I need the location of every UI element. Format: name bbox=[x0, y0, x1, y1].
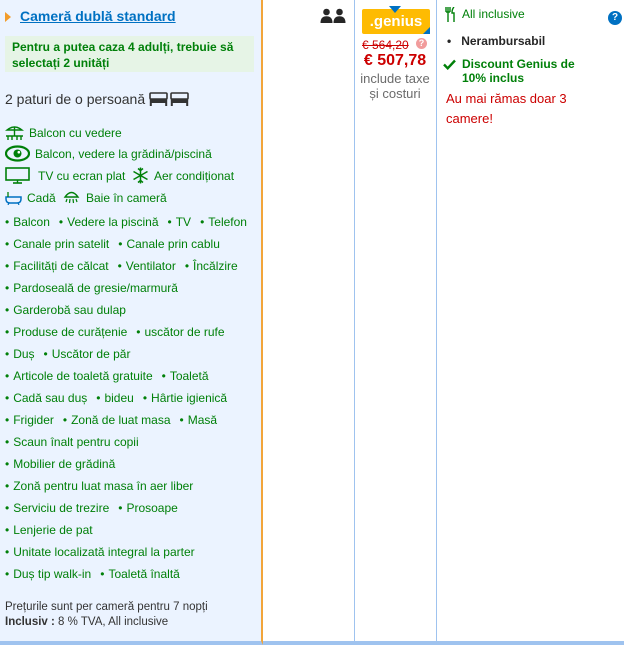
help-icon[interactable]: ? bbox=[608, 11, 622, 25]
amenity-item: • Mobilier de grădină bbox=[5, 457, 116, 471]
amenity-item: • Unitate localizată integral la parter bbox=[5, 545, 195, 559]
genius-label: .genius bbox=[369, 13, 423, 30]
amenity-item: • Produse de curățenie bbox=[5, 325, 128, 339]
facility-label: Balcon cu vedere bbox=[29, 125, 122, 140]
amenity-item: • Frigider bbox=[5, 413, 54, 427]
facility-label: Aer condiționat bbox=[154, 168, 235, 183]
amenity-item: • Duș bbox=[5, 347, 35, 361]
badge-pointer-icon bbox=[389, 6, 401, 13]
amenity-item: • Scaun înalt pentru copii bbox=[5, 435, 139, 449]
occupancy-cell bbox=[263, 0, 355, 645]
room-name-link[interactable]: Cameră dublă standard bbox=[20, 8, 176, 24]
amenity-item: • Vedere la piscină bbox=[58, 215, 159, 229]
inclusive-label: Inclusiv : bbox=[5, 616, 55, 628]
non-refundable-label: Nerambursabil bbox=[461, 34, 546, 48]
conditions-cell bbox=[437, 0, 624, 645]
amenity-line bbox=[5, 523, 102, 537]
amenity-line bbox=[5, 501, 187, 515]
genius-discount-condition bbox=[443, 57, 593, 85]
genius-badge bbox=[362, 9, 430, 34]
amenity-item: • uscător de rufe bbox=[136, 325, 225, 339]
amenity-item: • Toaletă bbox=[161, 369, 209, 383]
inclusive-value: 8 % TVA, All inclusive bbox=[54, 616, 169, 628]
bathtub-icon bbox=[5, 190, 22, 205]
room-title[interactable] bbox=[5, 8, 176, 24]
room-type-cell bbox=[0, 0, 263, 645]
badge-corner-icon bbox=[423, 27, 430, 34]
discount-label: Discount Genius de 10% inclus bbox=[462, 57, 575, 85]
balcony-icon bbox=[5, 124, 24, 141]
amenity-item: • bideu bbox=[96, 391, 134, 405]
amenity-line bbox=[5, 391, 236, 405]
amenity-line bbox=[5, 567, 189, 581]
bed-label: 2 paturi de o persoană bbox=[5, 91, 146, 107]
amenity-item: • Garderobă sau dulap bbox=[5, 303, 126, 317]
facility-bathtub bbox=[5, 190, 56, 205]
facility-label: Balcon, vedere la grădină/piscină bbox=[35, 146, 212, 161]
amenity-line bbox=[5, 545, 204, 559]
discounted-price: € 507,78 bbox=[363, 52, 427, 69]
bed-info bbox=[5, 91, 189, 107]
amenity-line bbox=[5, 215, 256, 229]
amenity-item: • Duș tip walk-in bbox=[5, 567, 92, 581]
amenity-item: • Balcon bbox=[5, 215, 50, 229]
checkmark-icon bbox=[443, 59, 456, 73]
facility-ac bbox=[132, 167, 234, 184]
all-inclusive-label: All inclusive bbox=[462, 7, 525, 21]
amenity-item: • Cadă sau duș bbox=[5, 391, 88, 405]
amenity-item: • Hârtie igienică bbox=[142, 391, 228, 405]
all-inclusive-condition bbox=[445, 7, 525, 25]
amenity-item: • Prosoape bbox=[118, 501, 178, 515]
two-adults-icon bbox=[320, 8, 346, 27]
facility-private-bathroom bbox=[62, 189, 167, 206]
amenity-line bbox=[5, 435, 148, 449]
question-icon[interactable]: ? bbox=[416, 38, 427, 49]
facility-label: Baie în cameră bbox=[86, 190, 167, 205]
amenity-item: • Uscător de păr bbox=[43, 347, 131, 361]
tv-icon bbox=[5, 167, 30, 184]
inclusive-note bbox=[5, 615, 208, 630]
expand-triangle-icon[interactable] bbox=[5, 12, 11, 22]
amenity-item: • Canale prin cablu bbox=[118, 237, 220, 251]
facility-label: Cadă bbox=[27, 190, 56, 205]
single-beds-icon bbox=[149, 92, 189, 107]
amenity-line bbox=[5, 237, 229, 251]
facility-balcony-garden bbox=[5, 145, 212, 162]
eye-icon bbox=[5, 145, 30, 162]
taxes-note: include taxe și costuri bbox=[360, 71, 430, 101]
amenity-item: • Pardoseală de gresie/marmură bbox=[5, 281, 178, 295]
facility-label: TV cu ecran plat bbox=[38, 168, 126, 183]
amenity-item: • Facilități de călcat bbox=[5, 259, 109, 273]
amenity-item: • Masă bbox=[179, 413, 218, 427]
snowflake-icon bbox=[132, 167, 149, 184]
amenity-item: • Zonă pentru luat masa în aer liber bbox=[5, 479, 194, 493]
amenity-line bbox=[5, 281, 187, 295]
bullet-icon: • bbox=[447, 34, 452, 48]
amenity-item: • Ventilator bbox=[117, 259, 176, 273]
amenity-line bbox=[5, 259, 247, 273]
nights-note: Prețurile sunt per cameră pentru 7 nopți bbox=[5, 601, 208, 613]
shower-icon bbox=[62, 189, 81, 206]
amenity-item: • Serviciu de trezire bbox=[5, 501, 110, 515]
amenity-line bbox=[5, 325, 234, 339]
price-cell bbox=[355, 0, 437, 645]
amenity-line bbox=[5, 347, 139, 361]
amenity-item: • Telefon bbox=[200, 215, 247, 229]
amenity-line bbox=[5, 457, 124, 471]
amenity-item: • TV bbox=[167, 215, 192, 229]
rooms-left-alert: Au mai rămas doar 3 camere! bbox=[446, 91, 567, 126]
amenity-line bbox=[5, 479, 202, 493]
facility-flat-tv bbox=[5, 167, 125, 184]
multi-unit-notice: Pentru a putea caza 4 adulți, trebuie să selectați 2 unități bbox=[5, 36, 254, 72]
amenity-item: • Zonă de luat masa bbox=[62, 413, 171, 427]
non-refundable-condition bbox=[447, 34, 545, 48]
amenity-line bbox=[5, 303, 135, 317]
amenity-line bbox=[5, 413, 226, 427]
fork-knife-icon bbox=[445, 7, 456, 25]
amenity-item: • Canale prin satelit bbox=[5, 237, 110, 251]
facility-balcony-view bbox=[5, 124, 122, 141]
amenity-item: • Lenjerie de pat bbox=[5, 523, 93, 537]
amenity-item: • Încălzire bbox=[184, 259, 238, 273]
original-price: € 564,20 bbox=[362, 38, 409, 52]
amenity-item: • Articole de toaletă gratuite bbox=[5, 369, 153, 383]
amenity-item: • Toaletă înaltă bbox=[100, 567, 180, 581]
price-footnote bbox=[5, 600, 208, 630]
amenity-line bbox=[5, 369, 218, 383]
